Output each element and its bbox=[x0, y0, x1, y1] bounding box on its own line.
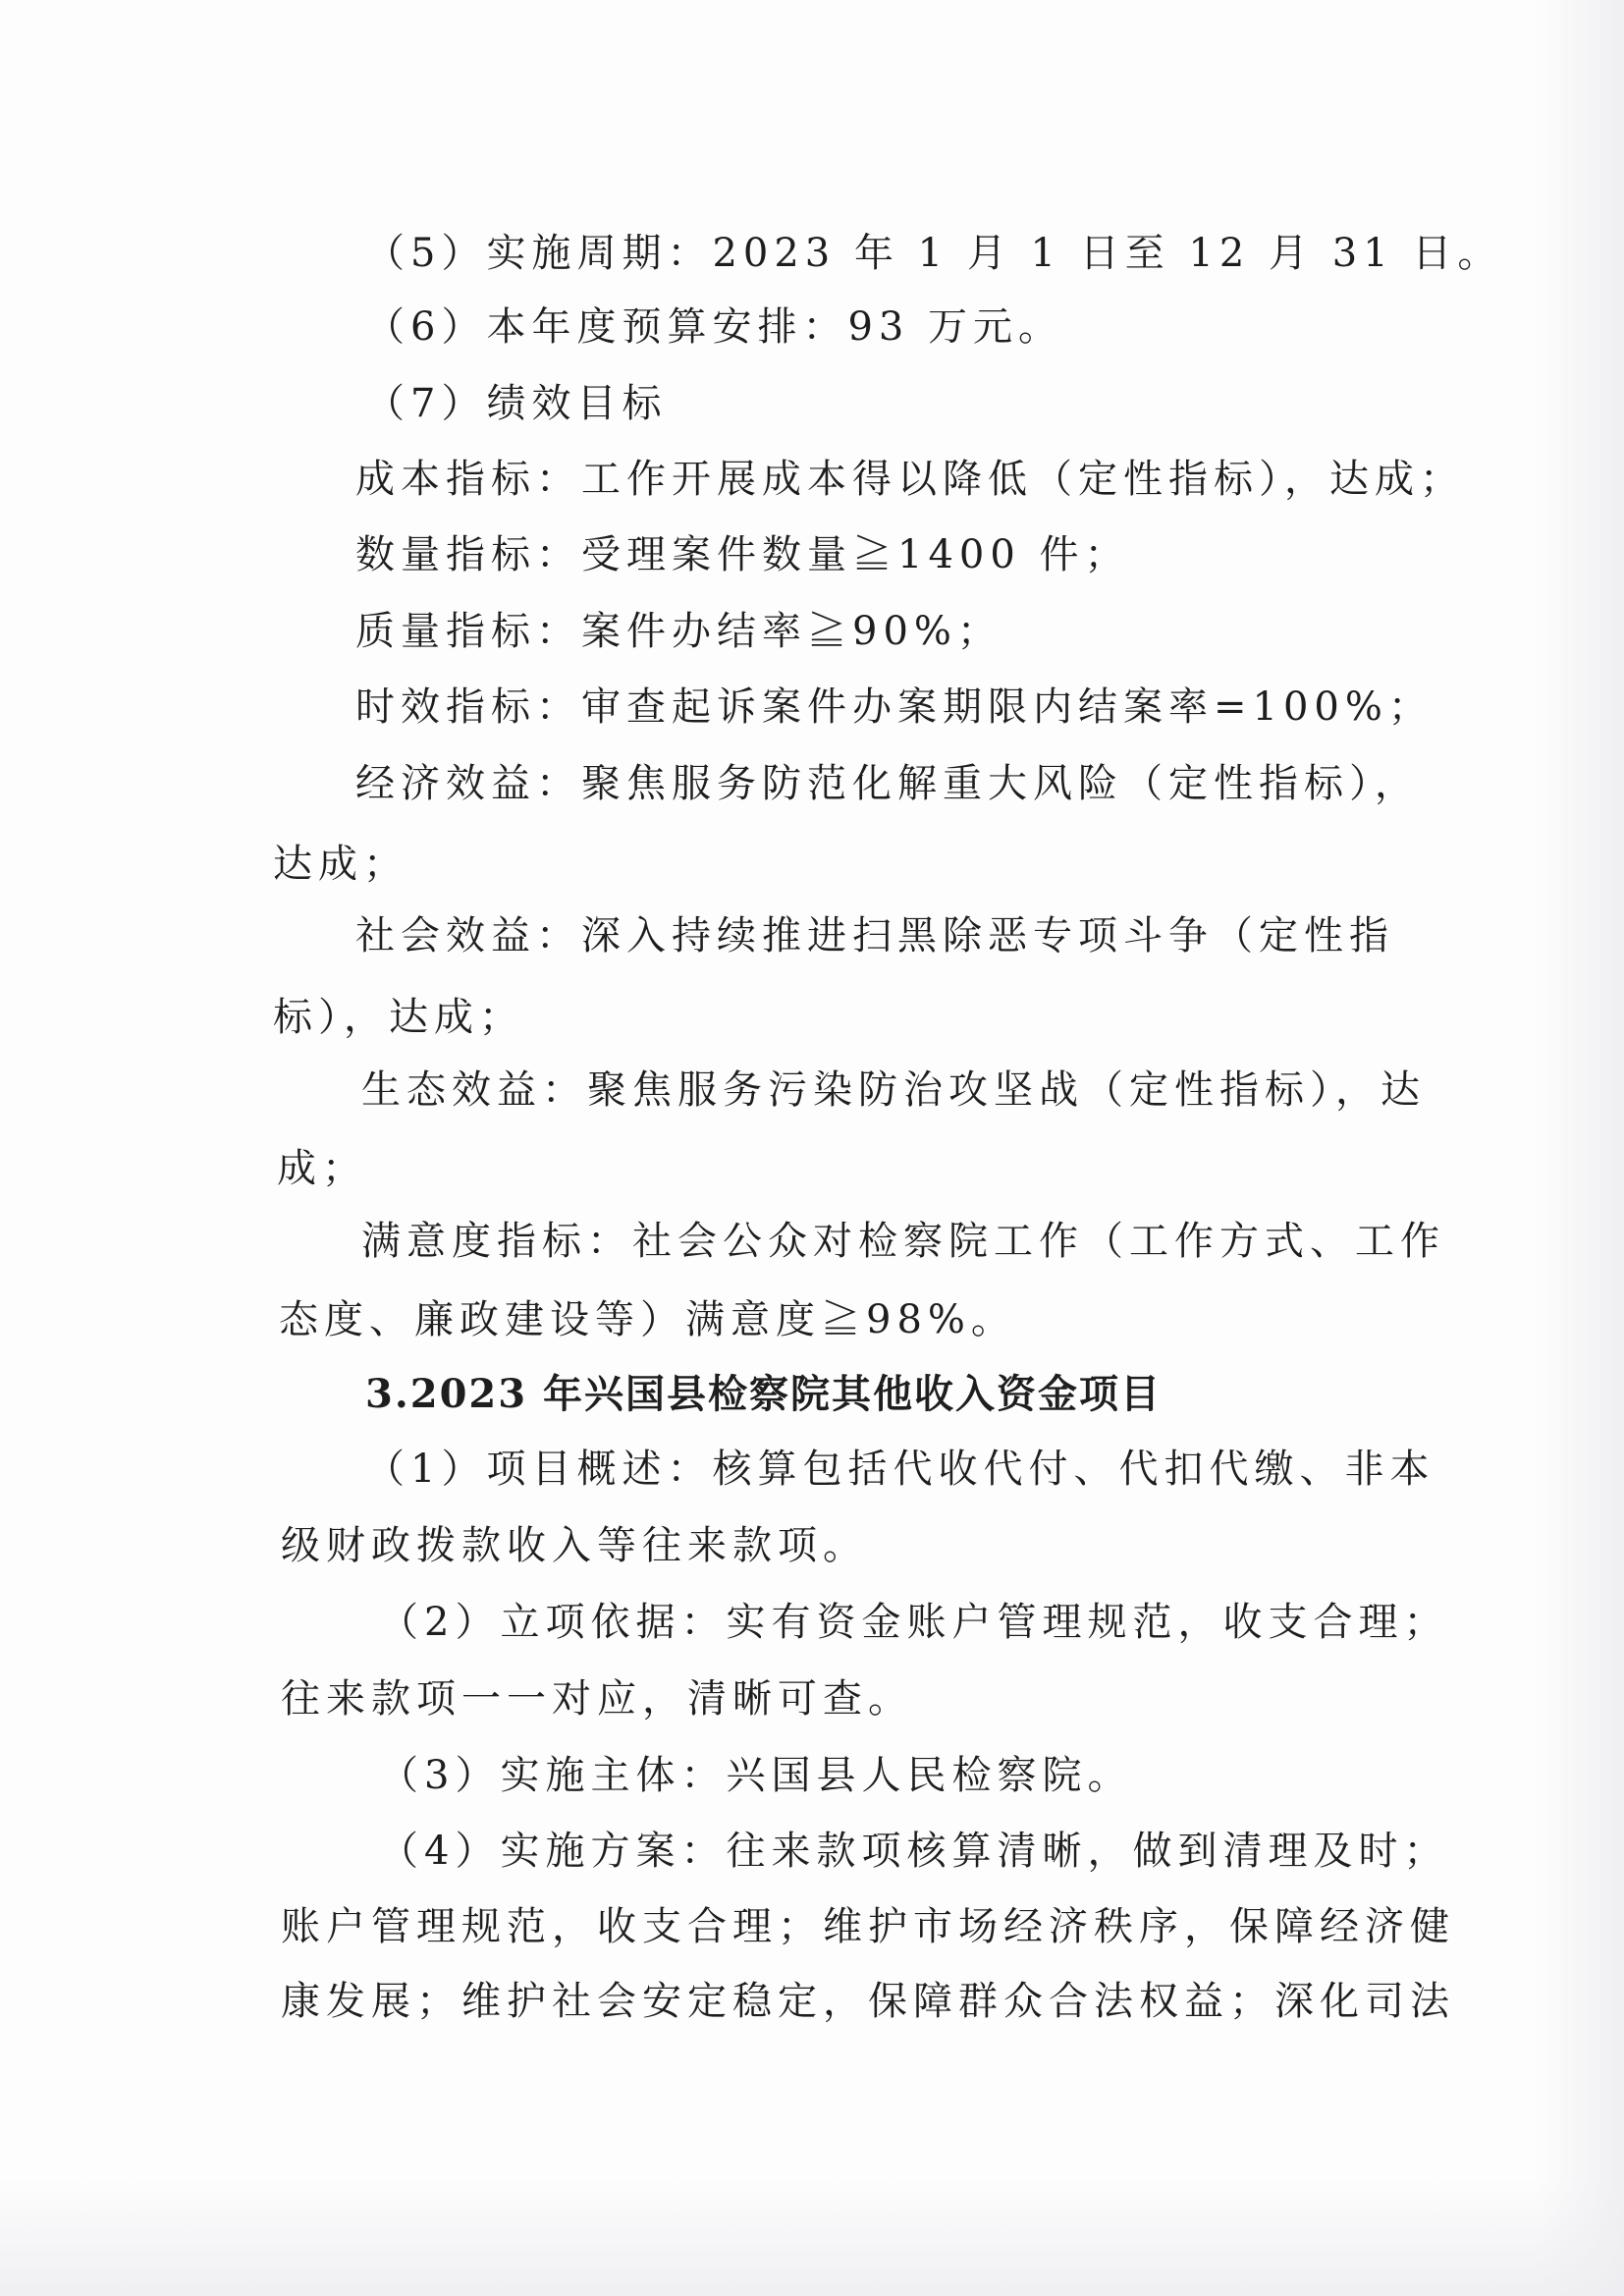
paragraph-line: 达成； bbox=[273, 842, 408, 887]
paragraph-line: （4）实施方案：往来款项核算清晰，做到清理及时； bbox=[379, 1829, 1449, 1874]
paragraph-line: 成本指标：工作开展成本得以降低（定性指标），达成； bbox=[355, 457, 1465, 502]
paragraph-line: 时效指标：审查起诉案件办案期限内结案率=100%； bbox=[355, 684, 1434, 730]
paragraph-line: 康发展；维护社会安定稳定，保障群众合法权益；深化司法 bbox=[281, 1979, 1455, 2024]
paragraph-line: 级财政拨款收入等往来款项。 bbox=[281, 1523, 868, 1568]
scan-edge-shadow-bottom bbox=[0, 2178, 1624, 2296]
paragraph-line: （6）本年度预算安排：93 万元。 bbox=[365, 304, 1064, 350]
paragraph-line: （3）实施主体：兴国县人民检察院。 bbox=[379, 1753, 1133, 1798]
paragraph-line: 生态效益：聚焦服务污染防治攻坚战（定性指标），达 bbox=[361, 1067, 1426, 1113]
paragraph-line: 成； bbox=[277, 1146, 367, 1191]
paragraph-line: （2）立项依据：实有资金账户管理规范，收支合理； bbox=[379, 1600, 1449, 1645]
paragraph-line: 往来款项一一对应，清晰可查。 bbox=[281, 1676, 913, 1722]
section-heading: 3.2023 年兴国县检察院其他收入资金项目 bbox=[365, 1371, 1163, 1417]
paragraph-line: 账户管理规范，收支合理；维护市场经济秩序，保障经济健 bbox=[281, 1904, 1455, 1949]
paragraph-line: 标），达成； bbox=[273, 995, 524, 1040]
paragraph-line: 态度、廉政建设等）满意度≧98%。 bbox=[279, 1297, 1016, 1342]
paragraph-line: 经济效益：聚焦服务防范化解重大风险（定性指标）， bbox=[355, 761, 1420, 806]
paragraph-line: （1）项目概述：核算包括代收代付、代扣代缴、非本 bbox=[365, 1447, 1435, 1492]
paragraph-line: （5）实施周期：2023 年 1 月 1 日至 12 月 31 日。 bbox=[365, 231, 1503, 276]
scan-edge-shadow-right bbox=[1536, 0, 1624, 2296]
paragraph-line: 数量指标：受理案件数量≧1400 件； bbox=[355, 532, 1130, 577]
paragraph-line: （7）绩效目标 bbox=[365, 381, 668, 426]
paragraph-line: 社会效益：深入持续推进扫黑除恶专项斗争（定性指 bbox=[355, 913, 1394, 958]
paragraph-line: 质量指标：案件办结率≧90%； bbox=[355, 609, 1002, 654]
paragraph-line: 满意度指标：社会公众对检察院工作（工作方式、工作 bbox=[361, 1219, 1445, 1264]
